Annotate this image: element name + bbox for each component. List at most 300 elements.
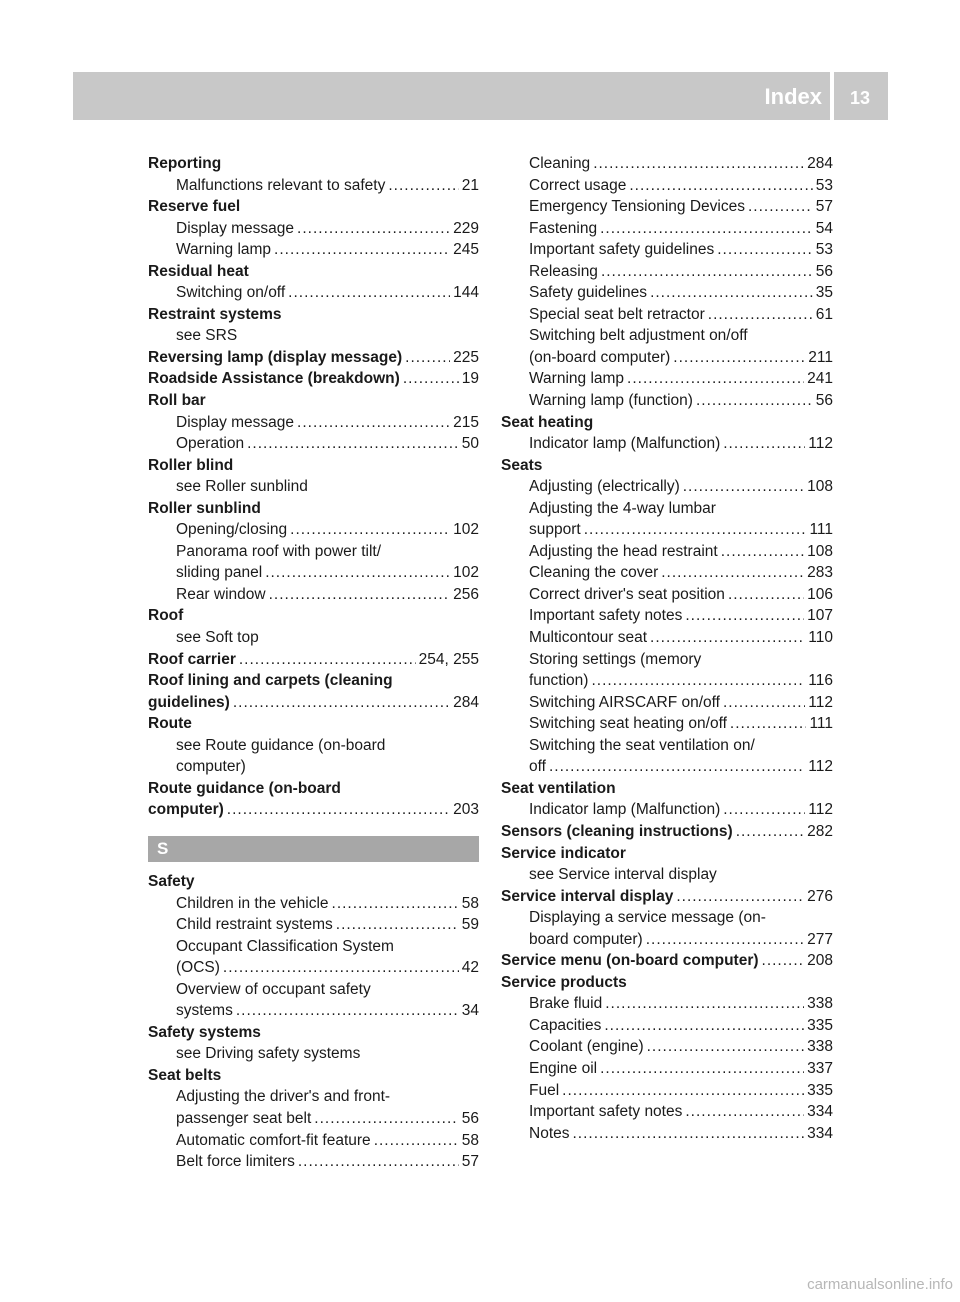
index-entry <box>501 433 833 455</box>
index-entry <box>501 627 833 649</box>
index-entry-term: see Soft top <box>176 629 259 647</box>
index-entry-term: Roadside Assistance (breakdown) <box>148 370 400 388</box>
index-entry-term: see Route guidance (on-board <box>176 736 386 754</box>
index-entry-leader <box>314 1108 458 1130</box>
index-entry <box>148 1065 479 1087</box>
index-entry <box>148 893 479 915</box>
index-entry-term: Service indicator <box>501 844 626 862</box>
index-entry-term: Warning lamp <box>176 241 272 259</box>
index-entry-term: Seats <box>501 456 543 474</box>
index-entry <box>148 455 479 477</box>
index-entry-page: 245 <box>453 241 479 259</box>
index-entry-leader <box>332 893 459 915</box>
index-entry-page: 112 <box>808 758 833 776</box>
index-entry-page: 58 <box>461 1131 479 1149</box>
index-entry <box>501 1015 833 1037</box>
index-entry-page: 54 <box>815 219 833 237</box>
index-entries-r <box>148 153 479 821</box>
index-entry-term: Roof lining and carpets (cleaning <box>148 672 393 690</box>
index-entry-term: Capacities <box>529 1016 602 1034</box>
index-entry <box>501 584 833 606</box>
index-entry-term: Safety <box>148 872 195 890</box>
index-entry <box>148 476 479 498</box>
index-entry-term: computer) <box>148 801 224 819</box>
index-entry-page: 110 <box>808 629 833 647</box>
index-entry-leader <box>403 368 459 390</box>
index-entry-page: 102 <box>453 521 479 539</box>
index-entry-page: 57 <box>461 1153 479 1171</box>
index-entry <box>148 713 479 735</box>
index-entry <box>501 498 833 520</box>
index-entry-leader <box>673 347 805 369</box>
index-entry-term: function) <box>529 672 589 690</box>
index-entry-term: Automatic comfort-fit feature <box>176 1131 371 1149</box>
index-entry-term: Indicator lamp (Malfunction) <box>529 435 721 453</box>
index-entry <box>148 799 479 821</box>
index-entry <box>148 670 479 692</box>
index-entry <box>501 196 833 218</box>
index-entry <box>148 1108 479 1130</box>
index-entry <box>501 476 833 498</box>
index-entry <box>148 562 479 584</box>
index-entry <box>501 541 833 563</box>
index-entry <box>148 433 479 455</box>
index-entry-page: 112 <box>808 693 833 711</box>
index-entry-leader <box>728 584 804 606</box>
index-entry <box>501 670 833 692</box>
index-entry-leader <box>629 175 812 197</box>
index-entry <box>501 929 833 951</box>
index-entry-page: 19 <box>461 370 479 388</box>
index-entry <box>148 1043 479 1065</box>
index-entry-leader <box>601 261 813 283</box>
index-entry-term: Notes <box>529 1124 570 1142</box>
index-entry <box>501 907 833 929</box>
index-entry-leader <box>696 390 813 412</box>
index-entry-term: board computer) <box>529 930 643 948</box>
index-entries-right <box>501 153 833 1144</box>
index-entry-term: Storing settings (memory <box>529 650 702 668</box>
index-entry-leader <box>708 304 813 326</box>
index-entry-term: Displaying a service message (on- <box>529 909 766 927</box>
index-entry-page: 277 <box>807 930 833 948</box>
index-entry <box>148 218 479 240</box>
index-entry-page: 334 <box>807 1103 833 1121</box>
index-entry-page: 334 <box>807 1124 833 1142</box>
index-entry-page: 61 <box>815 305 833 323</box>
index-entry <box>148 957 479 979</box>
index-entry-leader <box>723 433 805 455</box>
index-entry-page: 144 <box>453 284 479 302</box>
index-entry-page: 34 <box>461 1002 479 1020</box>
index-entry-term: Releasing <box>529 262 598 280</box>
index-entry-term: Important safety notes <box>529 1103 683 1121</box>
index-entries-s <box>148 871 479 1173</box>
index-entry-page: 102 <box>453 564 479 582</box>
index-entry-term: Coolant (engine) <box>529 1038 644 1056</box>
index-entry-page: 111 <box>809 521 833 539</box>
index-entry <box>148 735 479 757</box>
index-entry-term: guidelines) <box>148 693 230 711</box>
index-entry <box>501 1058 833 1080</box>
index-entry-leader <box>748 196 813 218</box>
index-entry-page: 108 <box>807 542 833 560</box>
index-entry-term: Seat heating <box>501 413 594 431</box>
index-entry <box>501 347 833 369</box>
index-entry <box>501 1036 833 1058</box>
index-entry-term: Residual heat <box>148 262 249 280</box>
index-entry <box>148 368 479 390</box>
index-entry <box>148 325 479 347</box>
index-entry-leader <box>650 627 805 649</box>
index-entry <box>501 282 833 304</box>
index-entry-page: 335 <box>807 1081 833 1099</box>
index-entry-term: Brake fluid <box>529 995 603 1013</box>
index-entry-page: 337 <box>807 1059 833 1077</box>
index-entry-term: Adjusting the 4-way lumbar <box>529 499 716 517</box>
index-entry-term: Cleaning <box>529 155 591 172</box>
index-entry-term: Restraint systems <box>148 305 282 323</box>
index-entry-term: support <box>529 521 581 539</box>
index-entry-term: Service interval display <box>501 887 674 905</box>
index-entry-term: Belt force limiters <box>176 1153 295 1171</box>
index-entry-page: 56 <box>815 262 833 280</box>
index-entry-leader <box>288 282 450 304</box>
index-entry-term: Service products <box>501 973 627 991</box>
index-entry <box>148 871 479 893</box>
index-entry-leader <box>274 239 450 261</box>
index-entry-leader <box>562 1080 804 1102</box>
index-entry-page: 254, 255 <box>418 650 479 668</box>
index-entry-page: 283 <box>807 564 833 582</box>
index-entry-term: Switching on/off <box>176 284 286 302</box>
index-entry <box>148 936 479 958</box>
index-entry-leader <box>269 584 451 606</box>
index-entry <box>501 261 833 283</box>
section-letter-band: S <box>148 836 479 862</box>
index-entry <box>148 196 479 218</box>
index-entry-term: passenger seat belt <box>176 1109 312 1127</box>
index-entry <box>501 1101 833 1123</box>
index-entry-page: 58 <box>461 894 479 912</box>
index-entry-page: 338 <box>807 995 833 1013</box>
index-entry-leader <box>239 649 416 671</box>
index-entry-leader <box>647 1036 805 1058</box>
index-entry <box>148 261 479 283</box>
index-entry-term: Malfunctions relevant to safety <box>176 176 386 194</box>
index-entry-page: 57 <box>815 198 833 216</box>
index-entry-term: off <box>529 758 546 776</box>
index-entry-term: Adjusting the driver's and front- <box>176 1088 391 1106</box>
index-entry-term: Important safety notes <box>529 607 683 625</box>
index-entry-page: 59 <box>461 916 479 934</box>
index-entry <box>501 972 833 994</box>
index-entry <box>501 713 833 735</box>
index-entry <box>148 175 479 197</box>
index-entry-leader <box>388 175 458 197</box>
index-entry-term: Indicator lamp (Malfunction) <box>529 801 721 819</box>
index-entry-term: Route <box>148 715 192 733</box>
index-entry-leader <box>298 1151 459 1173</box>
index-entry-term: Important safety guidelines <box>529 241 715 259</box>
index-entry-term: see SRS <box>176 327 238 345</box>
index-entry-page: 21 <box>461 176 479 194</box>
index-entry-term: Adjusting the head restraint <box>529 542 718 560</box>
index-entry-page: 211 <box>808 348 833 366</box>
index-entry-leader <box>297 218 450 240</box>
index-entry <box>148 390 479 412</box>
index-entry <box>501 368 833 390</box>
index-entry-leader <box>247 433 459 455</box>
index-entry-leader <box>646 929 804 951</box>
index-entry <box>148 1151 479 1173</box>
index-column-right <box>501 153 833 1144</box>
index-entry-term: Roof carrier <box>148 650 236 668</box>
index-entry-term: Service menu (on-board computer) <box>501 952 759 970</box>
index-entry-page: 112 <box>808 435 833 453</box>
index-entry-term: Operation <box>176 435 245 453</box>
index-entry <box>501 455 833 477</box>
index-entry-term: Display message <box>176 219 295 237</box>
index-entry-term: Sensors (cleaning instructions) <box>501 822 733 840</box>
index-entry-term: Switching belt adjustment on/off <box>529 327 748 345</box>
index-entry <box>501 821 833 843</box>
page-number: 13 <box>849 88 871 108</box>
index-entry-page: 284 <box>453 693 479 711</box>
index-entry-leader <box>223 957 459 979</box>
index-entry-leader <box>723 799 805 821</box>
index-entry-term: Seat ventilation <box>501 779 616 797</box>
index-entry-term: Multicontour seat <box>529 629 648 647</box>
index-entry-term: Child restraint systems <box>176 916 333 934</box>
index-entry-leader <box>605 993 804 1015</box>
index-entry-page: 215 <box>453 413 479 431</box>
index-entry <box>501 325 833 347</box>
index-entry-page: 241 <box>807 370 833 388</box>
index-entry-page: 56 <box>815 392 833 410</box>
index-entry <box>501 412 833 434</box>
index-entry-term: computer) <box>176 758 246 776</box>
index-entry-leader <box>290 519 450 541</box>
index-entry-leader <box>736 821 804 843</box>
index-entry-term: see Driving safety systems <box>176 1045 361 1063</box>
index-entry <box>501 304 833 326</box>
index-entry-leader <box>265 562 450 584</box>
index-entry <box>501 153 833 175</box>
index-entry-page: 108 <box>807 478 833 496</box>
page-title: Index <box>764 84 822 109</box>
index-entry-leader <box>233 692 450 714</box>
index-entry-leader <box>661 562 804 584</box>
index-entry <box>148 347 479 369</box>
index-entry-leader <box>604 1015 804 1037</box>
index-entry-page: 106 <box>807 585 833 603</box>
index-entry-page: 42 <box>461 959 479 977</box>
index-entry <box>148 692 479 714</box>
index-entry-leader <box>730 713 807 735</box>
index-entry-leader <box>685 605 804 627</box>
index-entry <box>148 1000 479 1022</box>
index-entry-term: Correct driver's seat position <box>529 585 725 603</box>
index-entry-term: Warning lamp (function) <box>529 392 693 410</box>
index-entry <box>148 649 479 671</box>
index-entry-leader <box>600 218 813 240</box>
index-entry-page: 229 <box>453 219 479 237</box>
index-entry-leader <box>627 368 804 390</box>
index-entry-term: (on-board computer) <box>529 348 671 366</box>
index-entry-term: Reversing lamp (display message) <box>148 348 403 366</box>
index-entry-term: Reserve fuel <box>148 198 241 216</box>
index-entry <box>501 1123 833 1145</box>
index-entry-term: Children in the vehicle <box>176 894 329 912</box>
index-entry <box>148 412 479 434</box>
index-entry-term: Roller blind <box>148 456 234 474</box>
index-entry-leader <box>723 692 805 714</box>
index-entry-term: Warning lamp <box>529 370 625 388</box>
index-entry-page: 116 <box>808 672 833 690</box>
index-entry <box>501 799 833 821</box>
index-entry-term: Special seat belt retractor <box>529 305 705 323</box>
index-entry-leader <box>600 1058 804 1080</box>
index-entry-term: Occupant Classification System <box>176 937 394 955</box>
index-entry <box>501 778 833 800</box>
index-entry-term: Adjusting (electrically) <box>529 478 680 496</box>
index-entry-term: (OCS) <box>176 959 220 977</box>
index-entry <box>148 239 479 261</box>
index-entry-page: 276 <box>807 887 833 905</box>
index-entry-page: 256 <box>453 585 479 603</box>
index-entry <box>148 914 479 936</box>
index-entry-leader <box>685 1101 804 1123</box>
index-entry <box>501 239 833 261</box>
index-entry-page: 284 <box>807 155 833 172</box>
index-entry-term: Seat belts <box>148 1066 222 1084</box>
index-entry-term: Cleaning the cover <box>529 564 659 582</box>
index-entry-page: 282 <box>807 822 833 840</box>
index-entry-term: Opening/closing <box>176 521 288 539</box>
index-entry-page: 53 <box>815 241 833 259</box>
index-entry-term: Roll bar <box>148 392 206 410</box>
index-entry-page: 338 <box>807 1038 833 1056</box>
index-entry-leader <box>593 153 804 175</box>
index-entry-leader <box>549 756 805 778</box>
index-entry-leader <box>584 519 807 541</box>
index-entry-term: Emergency Tensioning Devices <box>529 198 745 216</box>
index-entry <box>501 390 833 412</box>
index-entry <box>148 541 479 563</box>
index-entry-term: Switching seat heating on/off <box>529 715 727 733</box>
index-entry-term: Correct usage <box>529 176 627 194</box>
index-entry <box>148 584 479 606</box>
index-entry-page: 56 <box>461 1109 479 1127</box>
index-entry <box>501 649 833 671</box>
index-entry-term: Switching the seat ventilation on/ <box>529 736 755 754</box>
index-entry-leader <box>236 1000 459 1022</box>
index-entry-page: 50 <box>461 435 479 453</box>
index-entry-term: Overview of occupant safety <box>176 980 371 998</box>
index-entry-leader <box>591 670 805 692</box>
index-entry-term: Safety systems <box>148 1023 261 1041</box>
index-entry-term: see Service interval display <box>529 866 717 884</box>
index-entry <box>148 979 479 1001</box>
index-entry-page: 208 <box>807 952 833 970</box>
index-entry-term: systems <box>176 1002 233 1020</box>
index-entry <box>501 218 833 240</box>
index-entry <box>148 605 479 627</box>
index-entry-leader <box>573 1123 805 1145</box>
index-entry <box>148 1022 479 1044</box>
index-entry <box>148 1130 479 1152</box>
index-entry-leader <box>650 282 813 304</box>
index-entry <box>148 498 479 520</box>
index-entry <box>501 950 833 972</box>
index-entry <box>148 282 479 304</box>
footer-watermark: carmanualsonline.info <box>807 1276 953 1293</box>
index-entry-term: Display message <box>176 413 295 431</box>
index-entry-term: see Roller sunblind <box>176 478 308 496</box>
index-entry-term: Route guidance (on-board <box>148 779 341 797</box>
index-entry-term: Safety guidelines <box>529 284 648 302</box>
index-entry-leader <box>297 412 450 434</box>
index-entry <box>501 993 833 1015</box>
index-entry-leader <box>717 239 813 261</box>
index-entry-page: 53 <box>815 176 833 194</box>
index-entry-page: 225 <box>453 348 479 366</box>
index-entry-term: Rear window <box>176 585 266 603</box>
index-entry <box>148 627 479 649</box>
index-entry-leader <box>762 950 805 972</box>
index-entry <box>501 843 833 865</box>
index-entry-term: sliding panel <box>176 564 263 582</box>
index-entry <box>148 756 479 778</box>
index-entry-leader <box>721 541 804 563</box>
index-entry-term: Fastening <box>529 219 598 237</box>
index-entry-page: 335 <box>807 1016 833 1034</box>
index-entry-page: 203 <box>453 801 479 819</box>
index-entry-leader <box>405 347 450 369</box>
index-entry <box>501 562 833 584</box>
index-entry-leader <box>227 799 450 821</box>
index-entry <box>148 304 479 326</box>
index-entry-term: Roof <box>148 607 184 625</box>
index-entry-page: 35 <box>815 284 833 302</box>
index-entry-term: Engine oil <box>529 1059 598 1077</box>
index-entry-leader <box>676 886 804 908</box>
index-entry <box>148 778 479 800</box>
index-entry-leader <box>374 1130 459 1152</box>
index-entry-term: Roller sunblind <box>148 499 261 517</box>
index-column-left <box>148 153 479 1173</box>
index-entry <box>501 735 833 757</box>
index-entry <box>501 756 833 778</box>
index-entry-page: 111 <box>809 715 833 733</box>
index-entry-leader <box>336 914 459 936</box>
index-entry-leader <box>683 476 804 498</box>
index-entry-term: Switching AIRSCARF on/off <box>529 693 720 711</box>
index-entry <box>501 692 833 714</box>
index-entry-term: Fuel <box>529 1081 560 1099</box>
index-entry <box>148 519 479 541</box>
index-entry-term: Panorama roof with power tilt/ <box>176 542 382 560</box>
index-entry <box>501 886 833 908</box>
index-entry <box>501 605 833 627</box>
index-entry <box>501 519 833 541</box>
index-entry <box>148 153 479 175</box>
index-entry-page: 107 <box>807 607 833 625</box>
index-entry-page: 112 <box>808 801 833 819</box>
index-entry-term: Reporting <box>148 155 222 172</box>
index-entry <box>148 1086 479 1108</box>
